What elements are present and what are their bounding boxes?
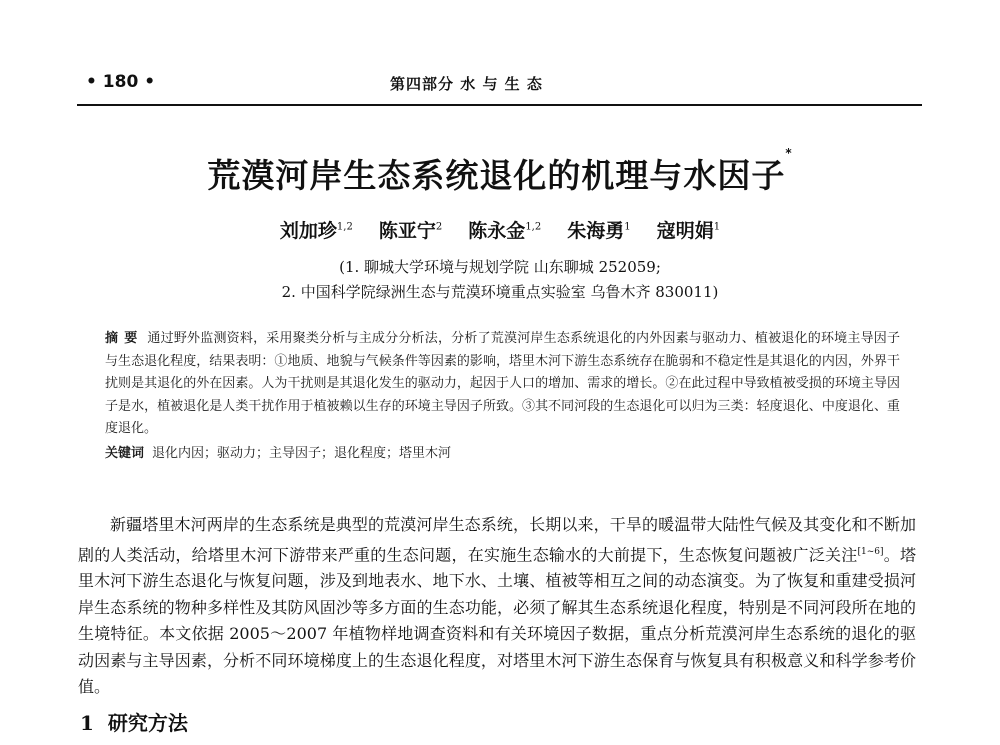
author-name: 陈永金 [468, 220, 526, 242]
page-number: • 180 • [86, 72, 156, 92]
intro-paragraph [78, 512, 916, 701]
author-list [0, 216, 1000, 243]
author [379, 220, 442, 242]
header-rule [77, 104, 922, 106]
citation-ref: [1~6] [857, 546, 884, 557]
keywords-label: 关键词 [105, 445, 145, 461]
author-affiliation-mark: 1,2 [525, 221, 542, 233]
author [567, 220, 630, 242]
keywords-line [105, 443, 900, 466]
author-name: 陈亚宁 [378, 220, 436, 242]
paragraph-text: 新疆塔里木河两岸的生态系统是典型的荒漠河岸生态系统，长期以来，干旱的暖温带大陆性气候及其变化和不断加剧的人类活动，给塔里木河下游带来严重的生态问题，在实施生态输水的大前提下，生态恢复问题被广泛关注 [78, 515, 916, 564]
author [657, 220, 720, 242]
article-title [0, 146, 1000, 197]
affiliation-line: 2. 中国科学院绿洲生态与荒漠环境重点实验室 乌鲁木齐 830011) [281, 283, 719, 301]
paragraph-text: 。塔里木河下游生态退化与恢复问题，涉及到地表水、地下水、土壤、植被等相互之间的动态演变。为了恢复和重建受损河岸生态系统的物种多样性及其防风固沙等多方面的生态功能，必须了解其生态系统退化程度，特别是不同河段所在地的生境特征。本文依据 2005～2007 年植物样地调查资料和有关环境因子数据，重点分析荒漠河岸生态系统的退化的驱动因素与主导因素，分析不同环境梯度上的生态退化程度，对塔里木河下游生态保育与恢复具有积极意义和科学参考价值。 [78, 544, 916, 697]
author [280, 220, 353, 242]
section-number: 1 [80, 711, 94, 735]
author-name: 刘加珍 [279, 220, 337, 242]
abstract-text: 通过野外监测资料，采用聚类分析与主成分分析法，分析了荒漠河岸生态系统退化的内外因素与驱动力、植被退化的环境主导因子与生态退化程度，结果表明：①地质、地貌与气候条件等因素的影响，塔里木河下游生态系统存在脆弱和不稳定性是其退化的内因，外界干扰则是其退化的外在因素。人为干扰则是其退化发生的驱动力，起因于人口的增加、需求的增长。②在此过程中导致植被受损的环境主导因子是水，植被退化是人类干扰作用于植被赖以生存的环境主导因子所致。③其不同河段的生态退化可以归为三类：轻度退化、中度退化、重度退化。 [105, 331, 900, 436]
title-text: 荒漠河岸生态系统退化的机理与水因子 [207, 156, 786, 195]
abstract-block [105, 328, 900, 465]
author-affiliation-mark: 1 [624, 221, 631, 233]
author-affiliation-mark: 2 [435, 221, 443, 233]
body-paragraph [78, 512, 916, 701]
abstract-label: 摘要 [105, 331, 144, 346]
abstract-body [105, 328, 900, 441]
keywords-text: 退化内因；驱动力；主导因子；退化程度；塔里木河 [152, 445, 452, 461]
section-heading [80, 707, 188, 736]
affiliation-line: (1. 聊城大学环境与规划学院 山东聊城 252059; [339, 258, 661, 276]
title-footnote-mark: * [785, 146, 793, 160]
author [468, 220, 541, 242]
author-affiliation-mark: 1,2 [336, 221, 353, 233]
author-name: 朱海勇 [567, 220, 625, 242]
running-head: 第四部分 水 与 生 态 [390, 75, 543, 93]
section-title: 研究方法 [107, 711, 188, 735]
author-name: 寇明娟 [656, 220, 714, 242]
author-affiliation-mark: 1 [713, 221, 721, 233]
